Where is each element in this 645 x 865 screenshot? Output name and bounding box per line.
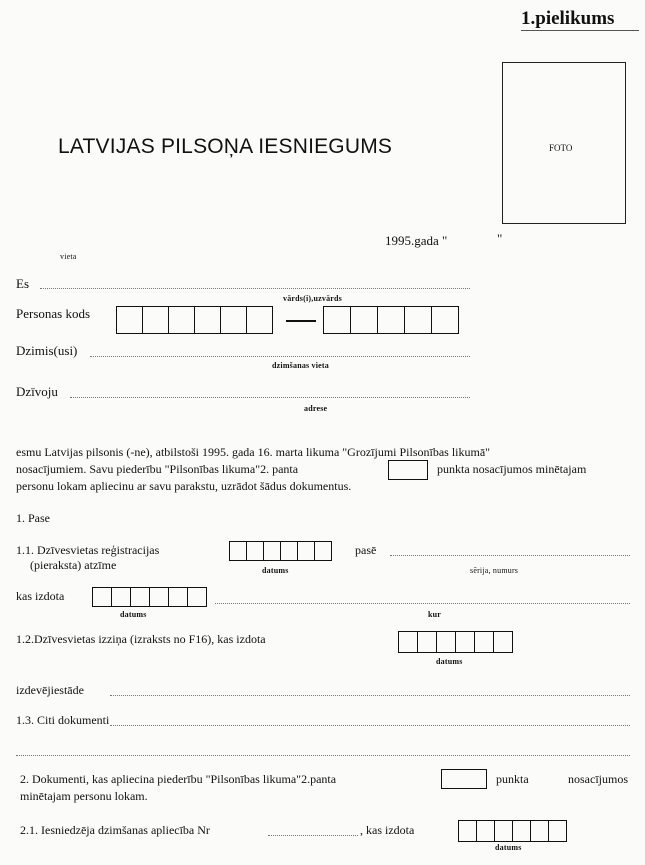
appendix-underline — [521, 30, 639, 31]
section-2-line-1c: nosacījumos — [568, 772, 628, 786]
birth-cert-date-boxes[interactable] — [458, 820, 567, 842]
issued-date-boxes[interactable] — [92, 587, 207, 607]
section-2-line-2: minētajam personu lokam. — [20, 789, 148, 803]
item-1-3: 1.3. Citi dokumenti — [16, 713, 110, 727]
birth-cert-number-line[interactable] — [268, 835, 358, 836]
item-1-1-line-b: (pieraksta) atzīme — [30, 558, 117, 572]
paragraph-point-box-1[interactable] — [388, 460, 428, 480]
declaration-line-2b: punkta nosacījumos minētajam — [437, 462, 587, 476]
item-1-2: 1.2.Dzīvesvietas izziņa (izraksts no F16), kas izdota — [16, 632, 266, 646]
name-caption: vārds(i),uzvārds — [283, 294, 342, 303]
declaration-line-1: esmu Latvijas pilsonis (-ne), atbilstoši 1995. gada 16. marta likuma "Grozījumi Pilsonības likumā" — [16, 445, 491, 459]
where-caption: kur — [428, 610, 442, 619]
section-1-heading: 1. Pase — [16, 511, 50, 525]
passport-series-line[interactable] — [390, 555, 630, 556]
date-text: 1995.gada " — [385, 233, 448, 248]
other-docs-line-2[interactable] — [16, 755, 630, 756]
issued-where-line[interactable] — [215, 603, 630, 604]
item-2-1: 2.1. Iesniedzēja dzimšanas apliecība Nr — [20, 823, 210, 837]
appendix-label: 1.pielikums — [521, 8, 615, 29]
name-line[interactable] — [40, 288, 470, 289]
personal-code-dash — [286, 320, 316, 322]
birthplace-caption: dzimšanas vieta — [272, 361, 329, 370]
date-close: " — [497, 231, 503, 246]
other-docs-line-1[interactable] — [110, 725, 630, 726]
item-2-1-issued: , kas izdota — [360, 823, 415, 837]
birthplace-line[interactable] — [90, 356, 470, 357]
declaration-line-2a: nosacījumiem. Savu piederību "Pilsonības likuma"2. panta — [16, 462, 299, 476]
registration-date-caption: datums — [262, 566, 289, 575]
page-title: LATVIJAS PILSOŅA IESNIEGUMS — [58, 135, 393, 158]
personal-code-label: Personas kods — [16, 306, 91, 321]
series-caption: sērija, numurs — [470, 566, 519, 575]
address-line[interactable] — [70, 397, 470, 398]
personal-code-boxes-1[interactable] — [116, 306, 273, 334]
issued-date-caption: datums — [120, 610, 147, 619]
lives-label: Dzīvoju — [16, 384, 58, 399]
es-label: Es — [16, 276, 29, 291]
registration-date-boxes[interactable] — [229, 541, 332, 561]
address-caption: adrese — [304, 404, 328, 413]
certificate-date-boxes[interactable] — [398, 631, 513, 653]
birth-cert-date-caption: datums — [495, 843, 522, 852]
issuer-line[interactable] — [110, 695, 630, 696]
section-2-line-1b: punkta — [496, 772, 529, 786]
personal-code-boxes-2[interactable] — [323, 306, 459, 334]
certificate-date-caption: datums — [436, 657, 463, 666]
place-label: vieta — [60, 252, 77, 261]
born-label: Dzimis(usi) — [16, 343, 78, 358]
issued-by-label: kas izdota — [16, 589, 65, 603]
declaration-line-3: personu lokam apliecinu ar savu parakstu, uzrādot šādus dokumentus. — [16, 479, 352, 493]
paragraph-point-box-2[interactable] — [441, 769, 487, 789]
item-1-1-line-a: 1.1. Dzīvesvietas reģistracijas — [16, 543, 160, 557]
section-2-line-1a: 2. Dokumenti, kas apliecina piederību "Pilsonības likuma"2.panta — [20, 772, 337, 786]
issuer-label: izdevējiestāde — [16, 683, 84, 697]
photo-label: FOTO — [549, 143, 573, 153]
passport-label: pasē — [355, 543, 377, 557]
